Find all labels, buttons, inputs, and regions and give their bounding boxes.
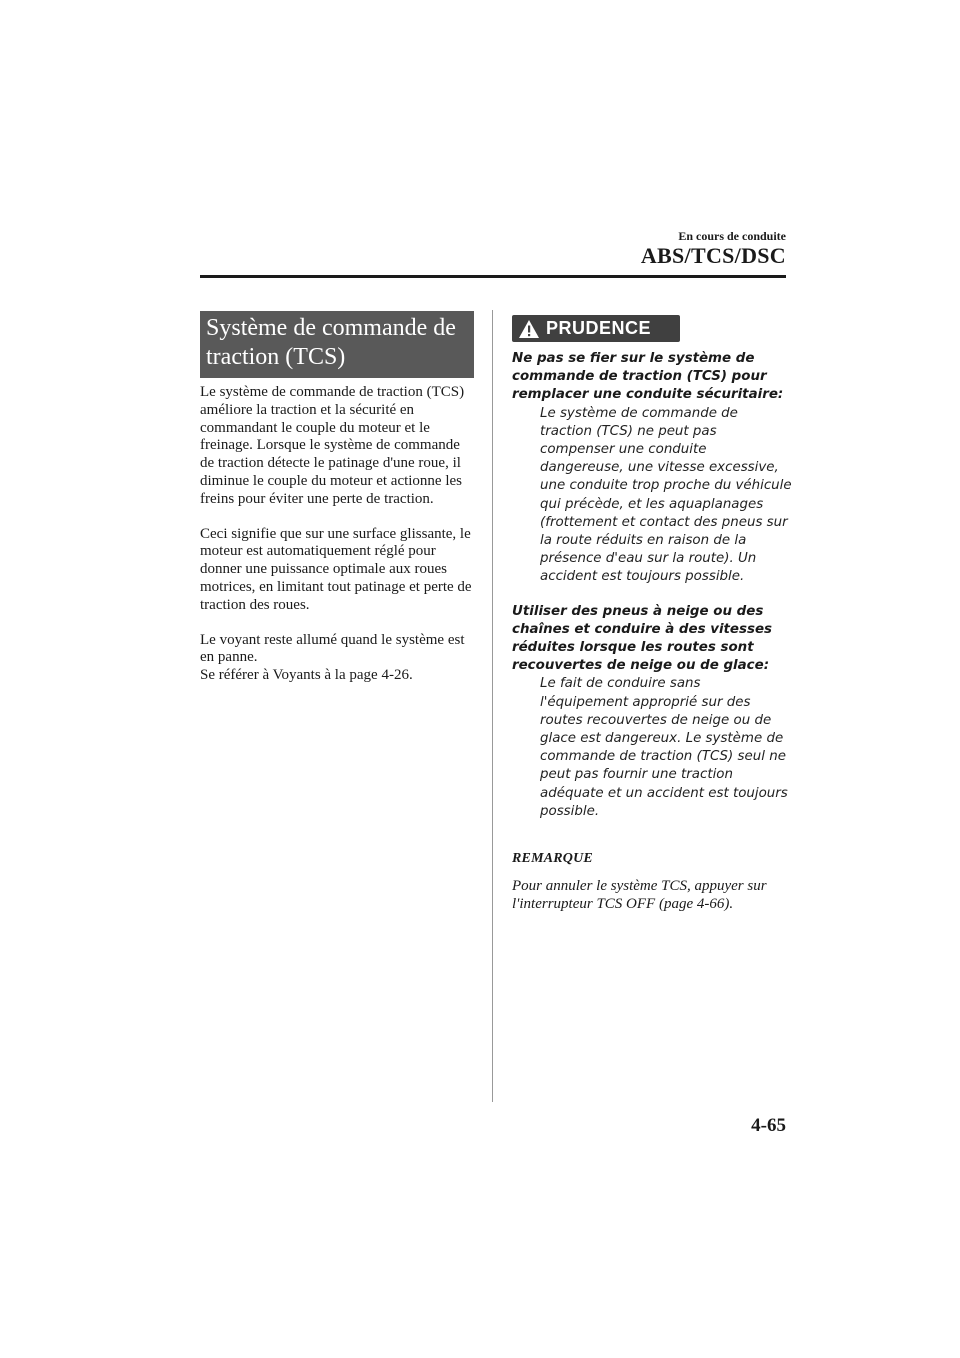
section-title: ABS/TCS/DSC bbox=[640, 243, 786, 268]
caution-body-snow: Le fait de conduire sans l'équipement approprié sur des routes recouvertes de neige ou de glace est dangereux. Le système de commande de traction (TCS) seul ne peut pas fournir une traction adéquate et un accident est toujours possible. bbox=[540, 676, 788, 819]
left-column bbox=[200, 311, 474, 685]
column-divider bbox=[492, 310, 493, 1102]
paragraph-indicator: Le voyant reste allumé quand le système est en panne. Se référer à Voyants à la page 4-26. bbox=[200, 631, 465, 684]
caution-body-tcs: Le système de commande de traction (TCS) ne peut pas compenser une conduite dangereuse, une vitesse excessive, une conduite trop proche du véhicule qui précède, et les aquaplanages (frottement et contact des pneus sur la route réduits en raison de la présence d'eau sur la route). Un accident est toujours possible. bbox=[540, 405, 792, 585]
header-rule bbox=[200, 275, 786, 278]
caution-title-snow: Utiliser des pneus à neige ou des chaînes et conduire à des vitesses réduites lorsque les routes sont recouvertes de neige ou de glace: bbox=[512, 603, 773, 674]
page-number: 4-65 bbox=[751, 1115, 786, 1136]
caution-title-tcs: Ne pas se fier sur le système de commande de traction (TCS) pour remplacer une conduite sécuritaire: bbox=[512, 351, 784, 403]
paragraph-intro: Le système de commande de traction (TCS) améliore la traction et la sécurité en commandant le couple du moteur et le freinage. Lorsque le système de commande de traction détecte le patinage d'une roue, il diminue le couple du moteur et actionne les freins pour éviter une perte de traction. bbox=[200, 384, 465, 507]
right-column bbox=[512, 315, 792, 928]
note-text: Pour annuler le système TCS, appuyer sur l'interrupteur TCS OFF (page 4-66). bbox=[512, 878, 767, 913]
warning-icon bbox=[518, 319, 540, 339]
chapter-title: En cours de conduite bbox=[678, 229, 786, 243]
section-heading: Système de commande de traction (TCS) bbox=[200, 311, 474, 378]
caution-badge bbox=[512, 315, 680, 342]
caution-label: PRUDENCE bbox=[546, 318, 652, 338]
paragraph-slippery: Ceci signifie que sur une surface glissante, le moteur est automatiquement réglé pour donner une puissance optimale aux roues motrices, en limitant tout patinage et perte de traction des roues. bbox=[200, 525, 472, 613]
note-title: REMARQUE bbox=[512, 851, 593, 867]
